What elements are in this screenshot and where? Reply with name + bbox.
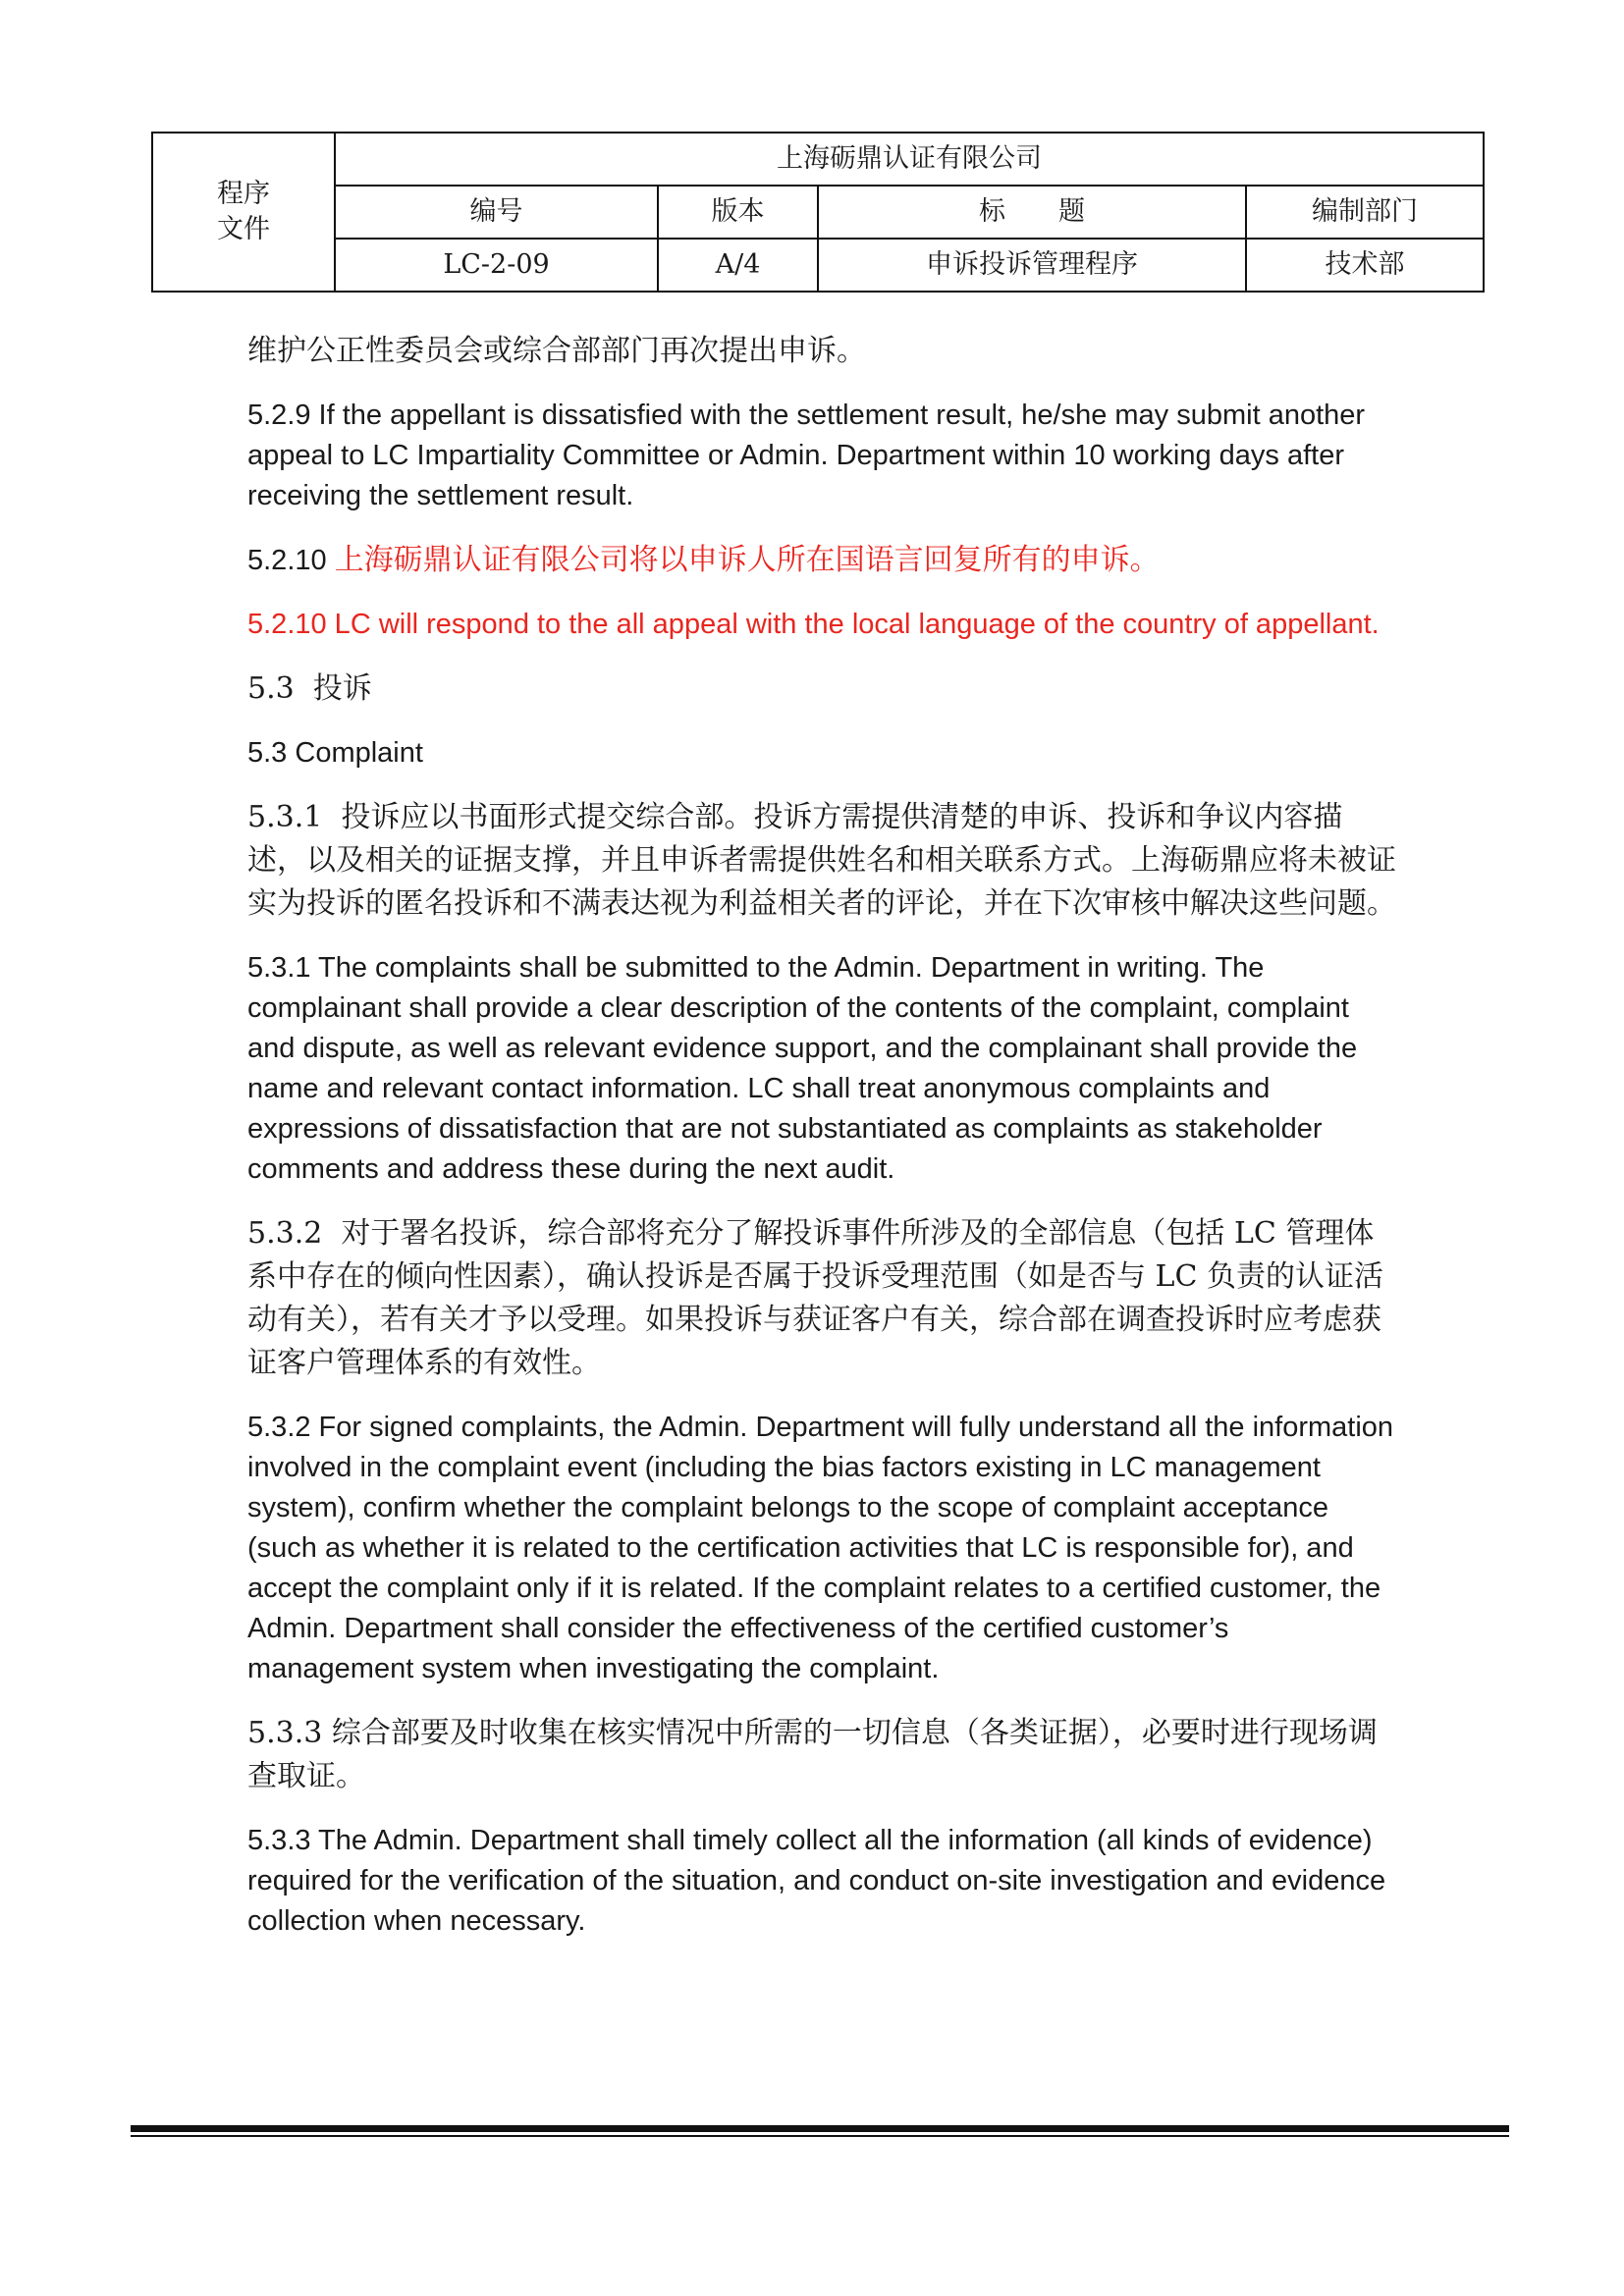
footer-divider-thin [131,2135,1509,2137]
paragraph-5-3-3-cn: 5.3.3 综合部要及时收集在核实情况中所需的一切信息（各类证据），必要时进行现场调查取证。 [247,1716,1378,1793]
doc-type-cell [152,133,335,292]
value-title: 申诉投诉管理程序 [818,239,1246,292]
paragraph-appeal-resubmit-cn: 维护公正性委员会或综合部部门再次提出申诉。 [247,334,866,368]
paragraph-5-2-9-en: 5.2.9 If the appellant is dissatisfied with the settlement result, he/she may submit another appeal to LC Impartiality Committee or Admin. Department within 10 working days after receiving the settlement result. [247,400,1366,511]
doc-type-label: 程序 文件 [217,178,270,244]
document-header-table [151,132,1485,293]
section-5-3-heading-en: 5.3 Complaint [247,737,423,769]
document-body [247,330,1396,1964]
paragraph-5-3-1-en: 5.3.1 The complaints shall be submitted to the Admin. Department in writing. The complainant shall provide a clear description of the contents of the complaint, complaint and dispute, as well as relevant evidence support, and the complainant shall provide the name and relevant contact information. LC shall treat anonymous complaints and expressions of dissatisfaction that are not substantiated as complaints as stakeholder comments and address these during the next audit. [247,952,1358,1185]
label-doc-number: 编号 [335,186,658,239]
paragraph-5-3-1-cn: 5.3.1 投诉应以书面形式提交综合部。投诉方需提供清楚的申诉、投诉和争议内容描述，以及相关的证据支撑，并且申诉者需提供姓名和相关联系方式。上海砺鼎应将未被证实为投诉的匿名投诉和不满表达视为利益相关者的评论，并在下次审核中解决这些问题。 [247,800,1396,921]
paragraph-5-3-2-en: 5.3.2 For signed complaints, the Admin. Department will fully understand all the information involved in the complaint event (including the bias factors existing in LC management system), confirm whether the complaint belongs to the scope of complaint acceptance (such as whether it is related to the certification activities that LC is responsible for), and accept the complaint only if it is related. If the complaint relates to a certified customer, the Admin. Department shall consider the effectiveness of the certified customer’s management system when investigating the complaint. [247,1412,1394,1684]
label-department: 编制部门 [1246,186,1484,239]
footer-divider-thick [131,2125,1509,2132]
paragraph-5-3-3-en: 5.3.3 The Admin. Department shall timely collect all the information (all kinds of evidence) required for the verification of the situation, and conduct on-site investigation and evidence collection when necessary. [247,1825,1386,1937]
paragraph-5-2-10-number: 5.2.10 [247,545,335,576]
paragraph-5-2-10-cn-text: 上海砺鼎认证有限公司将以申诉人所在国语言回复所有的申诉。 [334,543,1160,577]
paragraph-5-3-2-cn: 5.3.2 对于署名投诉，综合部将充分了解投诉事件所涉及的全部信息（包括 LC 管理体系中存在的倾向性因素），确认投诉是否属于投诉受理范围（如是否与 LC 负责的认证活动有关），若有关才予以受理。如果投诉与获证客户有关，综合部在调查投诉时应考虑获证客户管理体系的有效性。 [247,1216,1383,1380]
company-name: 上海砺鼎认证有限公司 [335,133,1484,186]
label-title: 标 题 [818,186,1246,239]
value-version: A/4 [658,239,818,292]
value-department: 技术部 [1246,239,1484,292]
paragraph-5-2-10-en: 5.2.10 LC will respond to the all appeal with the local language of the country of appellant. [247,609,1380,640]
section-5-3-heading-cn: 5.3 投诉 [247,671,372,706]
paragraph-5-2-10-cn [247,539,1396,582]
label-version: 版本 [658,186,818,239]
value-doc-number: LC-2-09 [335,239,658,292]
